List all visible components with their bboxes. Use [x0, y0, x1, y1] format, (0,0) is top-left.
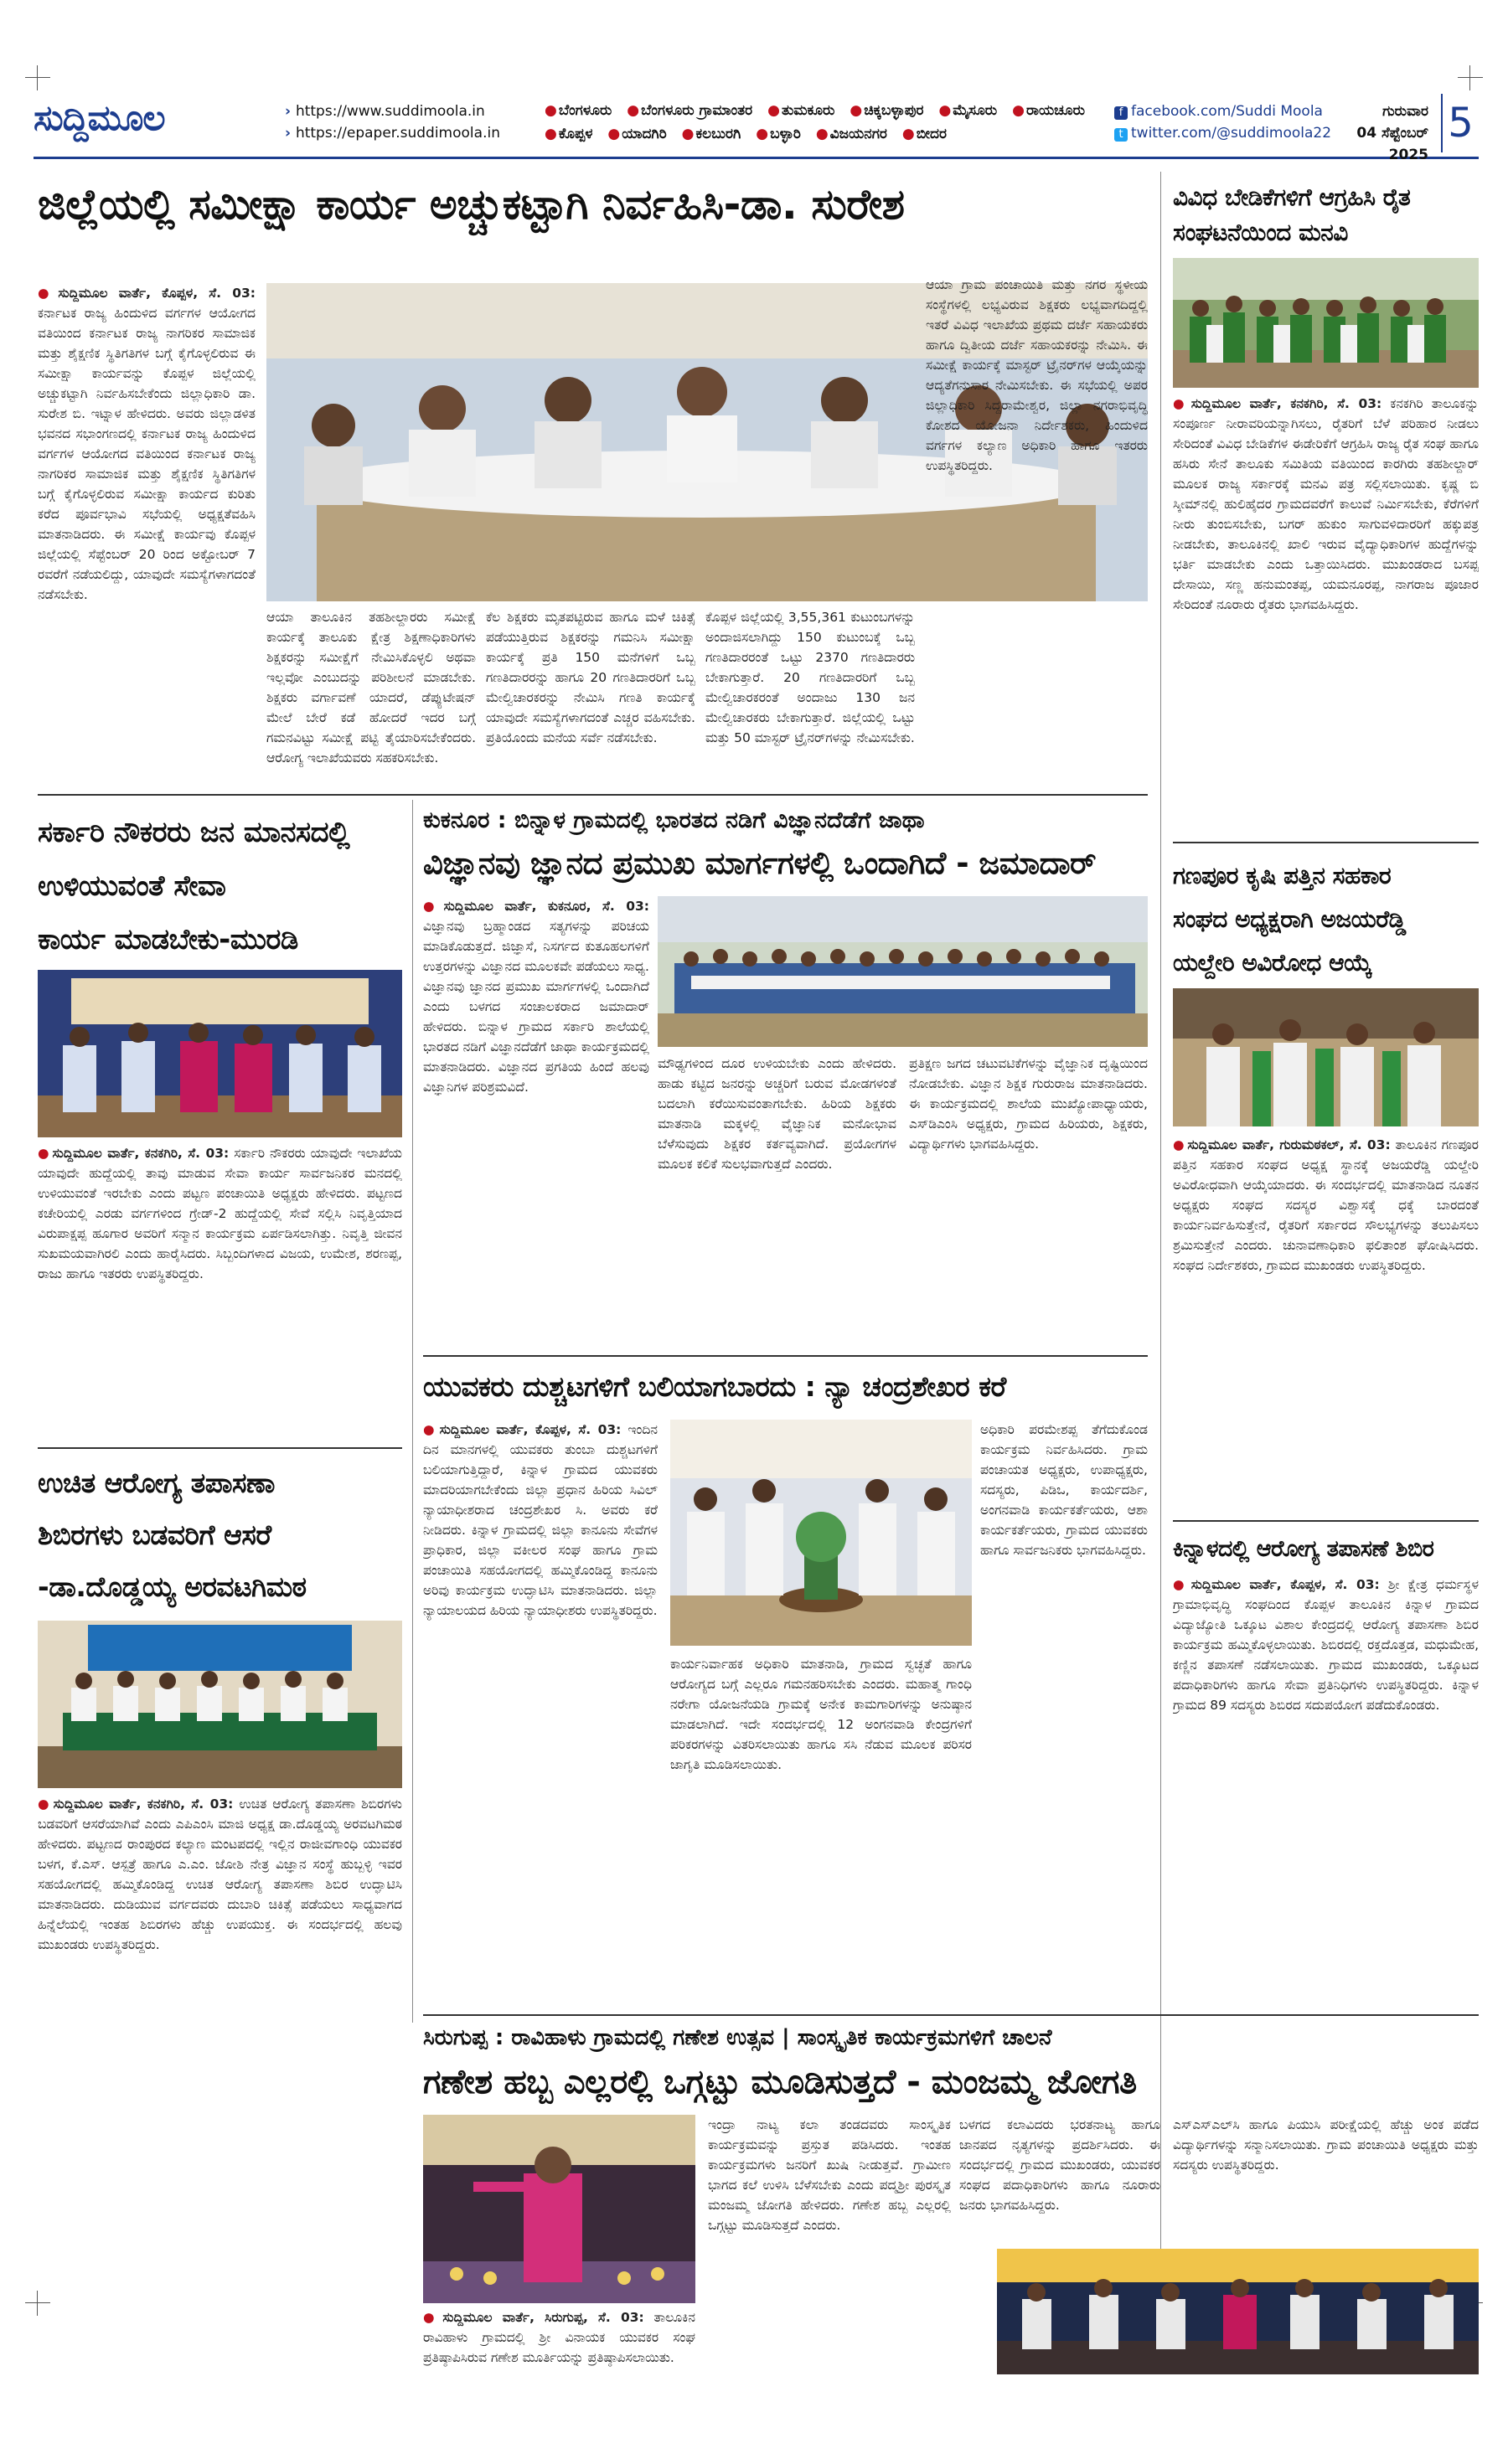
health-camp-1-headline — [38, 1457, 402, 1613]
epaper-link[interactable]: › https://epaper.suddimoola.in — [285, 122, 500, 144]
crop-mark — [1458, 65, 1483, 90]
youth-col1 — [423, 1420, 658, 2006]
crop-mark — [25, 2291, 50, 2316]
farmers-dateline: ● ಸುದ್ದಿಮೂಲ ವಾರ್ತೆ, ಕನಕಗಿರಿ, ಸೆ. 03: — [1173, 396, 1381, 411]
city-item: ● ಬೆಂಗಳೂರು ಗ್ರಾಮಾಂತರ — [627, 102, 752, 119]
youth-col3: ಅಧಿಕಾರಿ ಪರಮೇಶಪ್ಪ ತೆಗೆದುಕೊಂಡ ಕಾರ್ಯಕ್ರಮ ನಿರ್ವಹಿಸಿದರು. ಗ್ರಾಮ ಪಂಚಾಯತ ಅಧ್ಯಕ್ಷರು, ಉಪಾಧ್ಯಕ್ಷರು, ಸದಸ್ಯರು, ಪಿಡಿಒ, ಕಾರ್ಯದರ್ಶಿ, ಅಂಗನವಾಡಿ ಕಾರ್ಯಕರ್ತೆಯರು, ಆಶಾ ಕಾರ್ಯಕರ್ತೆಯರು, ಗ್ರಾಮದ ಯುವಕರು ಹಾಗೂ ಸಾರ್ವಜನಿಕರು ಭಾಗವಹಿಸಿದ್ದರು. — [980, 1422, 1148, 1558]
section-rule — [1173, 842, 1479, 843]
ganesha-col3: ಬಳಗದ ಕಲಾವಿದರು ಭರತನಾಟ್ಯ ಹಾಗೂ ಜಾನಪದ ನೃತ್ಯಗಳನ್ನು ಪ್ರದರ್ಶಿಸಿದರು. ಈ ಸಂದರ್ಭದಲ್ಲಿ ಗ್ರಾಮದ ಮುಖಂಡರು, ಯುವಕರ ಸಂಘದ ಪದಾಧಿಕಾರಿಗಳು ಹಾಗೂ ನೂರಾರು ಜನರು ಭಾಗವಹಿಸಿದ್ದರು. — [959, 2117, 1160, 2213]
lead-col3: ಕೆಲ ಶಿಕ್ಷಕರು ಮೃತಪಟ್ಟಿರುವ ಹಾಗೂ ಮಳೆ ಚಿಕಿತ್ಸೆ ಪಡೆಯುತ್ತಿರುವ ಶಿಕ್ಷಕರನ್ನು ಗಮನಿಸಿ ಸಮೀಕ್ಷಾ ಕಾರ್ಯಕ್ಕೆ ಪ್ರತಿ 150 ಮನೆಗಳಿಗೆ ಒಬ್ಬ ಗಣತಿದಾರರನ್ನು ಹಾಗೂ 20 ಗಣತಿದಾರರಿಗೆ ಒಬ್ಬ ಮೇಲ್ವಿಚಾರಕರನ್ನು ನೇಮಿಸಿ ಗಣತಿ ಕಾರ್ಯಕ್ಕೆ ಯಾವುದೇ ಸಮಸ್ಯೆಗಳಾಗದಂತೆ ಎಚ್ಚರ ವಹಿಸಬೇಕು. ಪ್ರತಿಯೊಂದು ಮನೆಯ ಸರ್ವೆ ನಡೆಸಬೇಕು. — [486, 610, 695, 745]
science-col1 — [423, 896, 649, 1344]
cooperative-dateline: ● ಸುದ್ದಿಮೂಲ ವಾರ್ತೆ, ಗುರುಮಠಕಲ್, ಸೆ. 03: — [1173, 1137, 1391, 1152]
date-block — [1324, 101, 1428, 166]
science-dateline: ● ಸುದ್ದಿಮೂಲ ವಾರ್ತೆ, ಕುಕನೂರ, ಸೆ. 03: — [423, 899, 649, 914]
govt-staff-headline-line: ಕಾರ್ಯ ಮಾಡಬೇಕು-ಮುರಡಿ — [38, 923, 298, 956]
city-item: ● ಮೈಸೂರು — [938, 102, 997, 119]
section-rule — [38, 794, 1148, 796]
city-item: ● ಯಾದಗಿರಿ — [607, 126, 666, 142]
web-links — [285, 101, 500, 144]
masthead — [34, 94, 1479, 163]
section-rule — [423, 2014, 1479, 2016]
section-rule — [423, 1355, 1148, 1357]
health-camp-2-body — [1173, 1575, 1479, 1985]
lead-col1-text: ಕರ್ನಾಟಕ ರಾಜ್ಯ ಹಿಂದುಳಿದ ವರ್ಗಗಳ ಆಯೋಗದ ವತಿಯಿಂದ ಕರ್ನಾಟಕ ರಾಜ್ಯ ನಾಗರಿಕರ ಸಾಮಾಜಿಕ ಮತ್ತು ಶೈಕ್ಷಣಿಕ ಸ್ಥಿತಿಗತಿಗಳ ಬಗ್ಗೆ ಕೈಗೊಳ್ಳಲಿರುವ ಈ ಸಮೀಕ್ಷಾ ಕಾರ್ಯವನ್ನು ಕೊಪ್ಪಳ ಜಿಲ್ಲೆಯಲ್ಲಿ ಅಚ್ಚುಕಟ್ಟಾಗಿ ನಿರ್ವಹಿಸಬೇಕೆಂದು ಜಿಲ್ಲಾಧಿಕಾರಿ ಡಾ. ಸುರೇಶ ಬಿ. ಇಟ್ನಾಳ ಹೇಳಿದರು. ಅವರು ಜಿಲ್ಲಾಡಳಿತ ಭವನದ ಸಭಾಂಗಣದಲ್ಲಿ ಕರ್ನಾಟಕ ರಾಜ್ಯ ಹಿಂದುಳಿದ ವರ್ಗಗಳ ಆಯೋಗದ ವತಿಯಿಂದ ಕರ್ನಾಟಕ ರಾಜ್ಯ ನಾಗರಿಕರ ಸಾಮಾಜಿಕ ಮತ್ತು ಶೈಕ್ಷಣಿಕ ಸ್ಥಿತಿಗತಿಗಳ ಬಗ್ಗೆ ಕೈಗೊಳ್ಳಲಿರುವ ಸಮೀಕ್ಷಾ ಕಾರ್ಯದ ಕುರಿತು ಕರೆದ ಪೂರ್ವಭಾವಿ ಸಭೆಯಲ್ಲಿ ಅಧ್ಯಕ್ಷತೆವಹಿಸಿ ಮಾತನಾಡಿದರು. ಈ ಸಮೀಕ್ಷೆ ಕಾರ್ಯವು ಕೊಪ್ಪಳ ಜಿಲ್ಲೆಯಲ್ಲಿ ಸೆಪ್ಟೆಂಬರ್ 20 ರಿಂದ ಅಕ್ಟೋಬರ್ 7 ರವರೆಗೆ ನಡೆಯಲಿದ್ದು, ಯಾವುದೇ ಸಮಸ್ಯೆಗಳಾಗದಂತೆ ನಡೆಸಬೇಕು. — [38, 306, 256, 602]
ganesha-col2: ಇಂದ್ರಾ ನಾಟ್ಯ ಕಲಾ ತಂಡದವರು ಸಾಂಸ್ಕೃತಿಕ ಕಾರ್ಯಕ್ರಮವನ್ನು ಪ್ರಸ್ತುತ ಪಡಿಸಿದರು. ಇಂತಹ ಕಾರ್ಯಕ್ರಮಗಳು ಜನರಿಗೆ ಖುಷಿ ನೀಡುತ್ತವೆ. ಗ್ರಾಮೀಣ ಭಾಗದ ಕಲೆ ಉಳಿಸಿ ಬೆಳೆಸಬೇಕು ಎಂದು ಪದ್ಮಶ್ರೀ ಪುರಸ್ಕೃತ ಮಂಜಮ್ಮ ಜೋಗತಿ ಹೇಳಿದರು. ಗಣೇಶ ಹಬ್ಬ ಎಲ್ಲರಲ್ಲಿ ಒಗ್ಗಟ್ಟು ಮೂಡಿಸುತ್ತದೆ ಎಂದರು. — [708, 2117, 951, 2233]
govt-staff-photo — [38, 970, 402, 1137]
cooperative-headline-line: ಗಣಪೂರ ಕೃಷಿ ಪತ್ತಿನ ಸಹಕಾರ — [1173, 862, 1392, 889]
farmers-text: ಕನಕಗಿರಿ ತಾಲೂಕನ್ನು ಸಂಪೂರ್ಣ ನೀರಾವರಿಯನ್ನಾಗಿಸಲು, ರೈತರಿಗೆ ಬೆಳೆ ಪರಿಹಾರ ನೀಡಲು ಸೇರಿದಂತೆ ವಿವಿಧ ಬೇಡಿಕೆಗಳ ಈಡೇರಿಕೆಗೆ ಆಗ್ರಹಿಸಿ ರಾಜ್ಯ ರೈತ ಸಂಘ ಹಾಗೂ ಹಸಿರು ಸೇನೆ ತಾಲೂಕು ಸಮಿತಿಯ ವತಿಯಿಂದ ಕಾರಗಿರು ತಹಶೀಲ್ದಾರ್ ಮೂಲಕ ರಾಜ್ಯ ಸರ್ಕಾರಕ್ಕೆ ಮನವಿ ಪತ್ರ ಸಲ್ಲಿಸಲಾಯಿತು. ಕೃಷ್ಣ ಬಿ ಸ್ಕೀಮ್‌ನಲ್ಲಿ ಹುಲಿಹೈದರ ಗ್ರಾಮದವರೆಗೆ ಕಾಲುವೆ ನಿರ್ಮಿಸಬೇಕು, ಕೆರೆಗಳಿಗೆ ನೀರು ತುಂಬಿಸಬೇಕು, ಬಗರ್ ಹುಕುಂ ಸಾಗುವಳಿದಾರರಿಗೆ ಹಕ್ಕುಪತ್ರ ನೀಡಬೇಕು, ತಾಲೂಕಿನಲ್ಲಿ ಖಾಲಿ ಇರುವ ವೈದ್ಯಾಧಿಕಾರಿಗಳ ಹುದ್ದೆಗಳನ್ನು ಭರ್ತಿ ಮಾಡಬೇಕು ಎಂದು ಒತ್ತಾಯಿಸಿದರು. ಮುಖಂಡರಾದ ಬಸಪ್ಪ ದೇಸಾಯಿ, ಸಣ್ಣ ಹನುಮಂತಪ್ಪ, ಯಮನೂರಪ್ಪ, ನಾಗರಾಜ ಪೂಜಾರ ಸೇರಿದಂತೆ ನೂರಾರು ರೈತರು ಭಾಗವಹಿಸಿದ್ದರು. — [1173, 396, 1479, 612]
city-item: ● ಕಲಬುರಗಿ — [682, 126, 741, 142]
youth-photo — [670, 1420, 972, 1646]
govt-staff-text: ಸರ್ಕಾರಿ ನೌಕರರು ಯಾವುದೇ ಇಲಾಖೆಯ ಯಾವುದೇ ಹುದ್ದೆಯಲ್ಲಿ ತಾವು ಮಾಡುವ ಸೇವಾ ಕಾರ್ಯ ಸಾರ್ವಜನಿಕರ ಮನದಲ್ಲಿ ಉಳಿಯುವಂತೆ ಇರಬೇಕು ಎಂದು ಪಟ್ಟಣ ಪಂಚಾಯಿತಿ ಅಧ್ಯಕ್ಷರು ಹೇಳಿದರು. ಪಟ್ಟಣದ ಕಚೇರಿಯಲ್ಲಿ ಎರಡು ವರ್ಗಗಳಿಂದ ಗ್ರೇಡ್-2 ಹುದ್ದೆಯಲ್ಲಿ ಸೇವೆ ಸಲ್ಲಿಸಿ ನಿವೃತ್ತಿಯಾದ ವಿರುಪಾಕ್ಷಪ್ಪ ಹೂಗಾರ ಅವರಿಗೆ ಸನ್ಮಾನ ಕಾರ್ಯಕ್ರಮ ಏರ್ಪಡಿಸಲಾಗಿತ್ತು. ನಿವೃತ್ತಿ ಜೀವನ ಸುಖಮಯವಾಗಿರಲಿ ಎಂದು ಹಾರೈಸಿದರು. ಸಿಬ್ಬಂದಿಗಳಾದ ವಿಜಯ, ಉಮೇಶ, ಶರಣಪ್ಪ, ರಾಜು ಹಾಗೂ ಇತರರು ಉಪಸ್ಥಿತರಿದ್ದರು. — [38, 1146, 402, 1281]
farmers-headline: ವಿವಿಧ ಬೇಡಿಕೆಗಳಿಗೆ ಆಗ್ರಹಿಸಿ ರೈತ ಸಂಘಟನೆಯಿಂದ ಮನವಿ — [1173, 183, 1411, 246]
farmers-photo — [1173, 258, 1479, 388]
science-col2: ಮೌಢ್ಯಗಳಿಂದ ದೂರ ಉಳಿಯಬೇಕು ಎಂದು ಹೇಳಿದರು. ಹಾಡು ಕಟ್ಟಿದ ಜನರನ್ನು ಅಚ್ಚರಿಗೆ ಬರುವ ಮೋಡಗಳಂತೆ ಬದಲಾಗಿ ಕರೆಯಿಸುವಂತಾಗಬೇಕು. ಹಿರಿಯ ಶಿಕ್ಷಕರು ಮಾತನಾಡಿ ಮಕ್ಕಳಲ್ಲಿ ವೈಜ್ಞಾನಿಕ ಮನೋಭಾವ ಬೆಳೆಸುವುದು ಶಿಕ್ಷಕರ ಕರ್ತವ್ಯವಾಗಿದೆ. ಪ್ರಯೋಗಗಳ ಮೂಲಕ ಕಲಿಕೆ ಸುಲಭವಾಗುತ್ತದೆ ಎಂದರು. — [658, 1056, 896, 1172]
cooperative-body — [1173, 1135, 1479, 1503]
section-rule — [1173, 1520, 1479, 1522]
cooperative-headline-line: ಸಂಘದ ಅಧ್ಯಕ್ಷರಾಗಿ ಅಜಯರೆಡ್ಡಿ — [1173, 905, 1406, 933]
column-divider — [1160, 172, 1161, 2299]
city-item: ● ಬೆಂಗಳೂರು — [545, 102, 612, 119]
youth-headline: ಯುವಕರು ದುಶ್ಚಟಗಳಿಗೆ ಬಲಿಯಾಗಬಾರದು : ನ್ಯಾ ಚಂದ್ರಶೇಖರ ಕರೆ — [423, 1370, 1006, 1403]
lead-col5: ಆಯಾ ಗ್ರಾಮ ಪಂಚಾಯಿತಿ ಮತ್ತು ನಗರ ಸ್ಥಳೀಯ ಸಂಸ್ಥೆಗಳಲ್ಲಿ ಲಭ್ಯವಿರುವ ಶಿಕ್ಷಕರು ಲಭ್ಯವಾಗದಿದ್ದಲ್ಲಿ ಇತರೆ ವಿವಿಧ ಇಲಾಖೆಯ ಪ್ರಥಮ ದರ್ಜೆ ಸಹಾಯಕರು ಹಾಗೂ ದ್ವಿತೀಯ ದರ್ಜೆ ಸಹಾಯಕರನ್ನು ನೇಮಿಸಿ. ಈ ಸಮೀಕ್ಷೆ ಕಾರ್ಯಕ್ಕೆ ಮಾಸ್ಟರ್ ಟ್ರೈನರ್‌ಗಳ ಆಯ್ಕೆಯನ್ನು ಆದ್ಯತೆಗನುಸಾರ ನೇಮಿಸಬೇಕು. ಈ ಸಭೆಯಲ್ಲಿ ಅಪರ ಜಿಲ್ಲಾಧಿಕಾರಿ ಸಿದ್ದರಾಮೇಶ್ವರ, ಜಿಲ್ಲಾ ನಗರಾಭಿವೃದ್ಧಿ ಕೋಶದ ಯೋಜನಾ ನಿರ್ದೇಶಕರು, ಹಿಂದುಳಿದ ವರ್ಗಗಳ ಕಲ್ಯಾಣ ಅಧಿಕಾರಿ ಹಾಗೂ ಇತರರು ಉಪಸ್ಥಿತರಿದ್ದರು. — [926, 277, 1148, 473]
health-camp-1-text: ಉಚಿತ ಆರೋಗ್ಯ ತಪಾಸಣಾ ಶಿಬಿರಗಳು ಬಡವರಿಗೆ ಆಸರೆಯಾಗಿವೆ ಎಂದು ಎಪಿಎಂಸಿ ಮಾಜಿ ಅಧ್ಯಕ್ಷ ಡಾ.ದೊಡ್ಡಯ್ಯ ಅರವಟಗಿಮಠ ಹೇಳಿದರು. ಪಟ್ಟಣದ ರಾಂಪುರದ ಕಲ್ಯಾಣ ಮಂಟಪದಲ್ಲಿ ಇಲ್ಲಿನ ರಾಜೀವಗಾಂಧಿ ಯುವಕರ ಬಳಗ, ಕೆ.ಎಸ್. ಆಸ್ಪತ್ರೆ ಹಾಗೂ ಎ.ಎಂ. ಜೋಶಿ ನೇತ್ರ ವಿಜ್ಞಾನ ಸಂಸ್ಥೆ ಹುಬ್ಬಳ್ಳಿ ಇವರ ಸಹಯೋಗದಲ್ಲಿ ಹಮ್ಮಿಕೊಂಡಿದ್ದ ಉಚಿತ ಆರೋಗ್ಯ ತಪಾಸಣಾ ಶಿಬಿರ ಉದ್ಘಾಟಿಸಿ ಮಾತನಾಡಿದರು. ದುಡಿಯುವ ವರ್ಗದವರು ದುಬಾರಿ ಚಿಕಿತ್ಸೆ ಪಡೆಯಲು ಸಾಧ್ಯವಾಗದ ಹಿನ್ನೆಲೆಯಲ್ಲಿ ಇಂತಹ ಶಿಬಿರಗಳು ಹೆಚ್ಚು ಉಪಯುಕ್ತ. ಈ ಸಂದರ್ಭದಲ್ಲಿ ಹಲವು ಮುಖಂಡರು ಉಪಸ್ಥಿತರಿದ್ದರು. — [38, 1796, 402, 1952]
science-photo — [658, 896, 1148, 1047]
health-camp-1-dateline: ● ಸುದ್ದಿಮೂಲ ವಾರ್ತೆ, ಕನಕಗಿರಿ, ಸೆ. 03: — [38, 1796, 233, 1812]
ganesha-headline: ಗಣೇಶ ಹಬ್ಬ ಎಲ್ಲರಲ್ಲಿ ಒಗ್ಗಟ್ಟು ಮೂಡಿಸುತ್ತದೆ - ಮಂಜಮ್ಮ ಜೋಗತಿ — [423, 2063, 1137, 2101]
facebook-link[interactable]: f facebook.com/Suddi Moola — [1114, 101, 1331, 122]
health-camp-2-text: ಶ್ರೀ ಕ್ಷೇತ್ರ ಧರ್ಮಸ್ಥಳ ಗ್ರಾಮಾಭಿವೃದ್ಧಿ ಸಂಘದಿಂದ ಕೊಪ್ಪಳ ತಾಲೂಕಿನ ಕಿನ್ನಾಳ ಗ್ರಾಮದ ವಿದ್ಯಾಜ್ಯೋತಿ ಒಕ್ಕೂಟ ವಿಶಾಲ ಕೇಂದ್ರದಲ್ಲಿ ಆರೋಗ್ಯ ತಪಾಸಣಾ ಶಿಬಿರ ಕಾರ್ಯಕ್ರಮ ಹಮ್ಮಿಕೊಳ್ಳಲಾಯಿತು. ಶಿಬಿರದಲ್ಲಿ ರಕ್ತದೊತ್ತಡ, ಮಧುಮೇಹ, ಕಣ್ಣಿನ ತಪಾಸಣೆ ನಡೆಸಲಾಯಿತು. ಗ್ರಾಮದ ಮುಖಂಡರು, ಒಕ್ಕೂಟದ ಪದಾಧಿಕಾರಿಗಳು ಹಾಗೂ ಸೇವಾ ಪ್ರತಿನಿಧಿಗಳು ಉಪಸ್ಥಿತರಿದ್ದರು. ಕಿನ್ನಾಳ ಗ್ರಾಮದ 89 ಸದಸ್ಯರು ಶಿಬಿರದ ಸದುಪಯೋಗ ಪಡೆದುಕೊಂಡರು. — [1173, 1577, 1479, 1713]
site-link[interactable]: › https://www.suddimoola.in — [285, 101, 500, 122]
page-number: 5 — [1441, 94, 1479, 152]
date-label: 04 ಸೆಪ್ಟೆಂಬರ್ 2025 — [1356, 125, 1428, 163]
health-camp-2-dateline: ● ಸುದ್ದಿಮೂಲ ವಾರ್ತೆ, ಕೊಪ್ಪಳ, ಸೆ. 03: — [1173, 1577, 1380, 1592]
lead-dateline: ● ಸುದ್ದಿಮೂಲ ವಾರ್ತೆ, ಕೊಪ್ಪಳ, ಸೆ. 03: — [38, 286, 256, 301]
health-camp-1-headline-line: -ಡಾ.ದೊಡ್ಡಯ್ಯ ಅರವಟಗಿಮಠ — [38, 1570, 307, 1603]
govt-staff-headline — [38, 806, 402, 967]
city-item: ● ರಾಯಚೂರು — [1012, 102, 1085, 119]
health-camp-1-photo — [38, 1621, 402, 1788]
ganesha-kicker: ಸಿರುಗುಪ್ಪ : ರಾವಿಹಾಳು ಗ್ರಾಮದಲ್ಲಿ ಗಣೇಶ ಉತ್ಸವ | ಸಾಂಸ್ಕೃತಿಕ ಕಾರ್ಯಕ್ರಮಗಳಿಗೆ ಚಾಲನೆ — [423, 2025, 1052, 2050]
lead-col4: ಕೊಪ್ಪಳ ಜಿಲ್ಲೆಯಲ್ಲಿ 3,55,361 ಕುಟುಂಬಗಳನ್ನು ಅಂದಾಜಿಸಲಾಗಿದ್ದು 150 ಕುಟುಂಬಕ್ಕೆ ಒಬ್ಬ ಗಣತಿದಾರರಂತೆ ಒಟ್ಟು 2370 ಗಣತಿದಾರರು ಬೇಕಾಗುತ್ತಾರೆ. 20 ಗಣತಿದಾರರಿಗೆ ಒಬ್ಬ ಮೇಲ್ವಿಚಾರಕರಂತೆ ಅಂದಾಜು 130 ಜನ ಮೇಲ್ವಿಚಾರಕರು ಬೇಕಾಗುತ್ತಾರೆ. ಜಿಲ್ಲೆಯಲ್ಲಿ ಒಟ್ಟು ಮತ್ತು 50 ಮಾಸ್ಟರ್ ಟ್ರೈನರ್‌ಗಳನ್ನು ನೇಮಿಸಬೇಕು. — [705, 610, 915, 745]
cooperative-photo — [1173, 988, 1479, 1126]
city-list — [545, 99, 1097, 146]
newspaper-logo: ಸುದ್ದಿಮೂಲ — [34, 97, 165, 138]
youth-dateline: ● ಸುದ್ದಿಮೂಲ ವಾರ್ತೆ, ಕೊಪ್ಪಳ, ಸೆ. 03: — [423, 1422, 621, 1437]
ganesha-col1 — [423, 2307, 695, 2374]
lead-col2: ಆಯಾ ತಾಲೂಕಿನ ತಹಶೀಲ್ದಾರರು ಸಮೀಕ್ಷೆ ಕಾರ್ಯಕ್ಕೆ ತಾಲೂಕು ಕ್ಷೇತ್ರ ಶಿಕ್ಷಣಾಧಿಕಾರಿಗಳು ಶಿಕ್ಷಕರನ್ನು ಸಮೀಕ್ಷೆಗೆ ನೇಮಿಸಿಕೊಳ್ಳಲಿ ಅಥವಾ ಇಲ್ಲವೋ ಎಂಬುದನ್ನು ಪರಿಶೀಲನೆ ಮಾಡಬೇಕು. ಶಿಕ್ಷಕರು ವರ್ಗಾವಣೆ ಯಾದರೆ, ಡೆಪ್ಯುಟೇಷನ್ ಮೇಲೆ ಬೇರೆ ಕಡೆ ಹೋದರೆ ಇದರ ಬಗ್ಗೆ ಗಮನವಿಟ್ಟು ಸಮೀಕ್ಷೆ ಪಟ್ಟಿ ತೈಯಾರಿಸಬೇಕೆಂದರು. ಆರೋಗ್ಯ ಇಲಾಖೆಯವರು ಸಹಕರಿಸಬೇಕು. — [266, 610, 476, 765]
science-headline: ವಿಜ್ಞಾನವು ಜ್ಞಾನದ ಪ್ರಮುಖ ಮಾರ್ಗಗಳಲ್ಲಿ ಒಂದಾಗಿದೆ - ಜಮಾದಾರ್ — [423, 845, 1097, 881]
govt-staff-headline-line: ಸರ್ಕಾರಿ ನೌಕರರು ಜನ ಮಾನಸದಲ್ಲಿ — [38, 816, 350, 849]
lead-col1 — [38, 283, 256, 781]
health-camp-2-headline: ಕಿನ್ನಾಳದಲ್ಲಿ ಆರೋಗ್ಯ ತಪಾಸಣೆ ಶಿಬಿರ — [1173, 1536, 1434, 1562]
day-label: ಗುರುವಾರ — [1382, 103, 1428, 120]
ganesha-col1-text: ತಾಲೂಕಿನ ರಾವಿಹಾಳು ಗ್ರಾಮದಲ್ಲಿ ಶ್ರೀ ವಿನಾಯಕ ಯುವಕರ ಸಂಘ ಪ್ರತಿಷ್ಠಾಪಿಸಿರುವ ಗಣೇಶ ಮೂರ್ತಿಯನ್ನು ಪ್ರತಿಷ್ಠಾಪಿಸಲಾಯಿತು. — [423, 2310, 695, 2365]
city-item: ● ಚಿಕ್ಕಬಳ್ಳಾಪುರ — [850, 102, 923, 119]
govt-staff-dateline: ● ಸುದ್ದಿಮೂಲ ವಾರ್ತೆ, ಕನಕಗಿರಿ, ಸೆ. 03: — [38, 1146, 229, 1161]
ganesha-photo-performer — [423, 2115, 695, 2303]
cooperative-headline-line: ಯಲ್ದೇರಿ ಅವಿರೋಧ ಆಯ್ಕೆ — [1173, 949, 1372, 977]
health-camp-1-headline-line: ಶಿಬಿರಗಳು ಬಡವರಿಗೆ ಆಸರೆ — [38, 1518, 271, 1551]
cooperative-headline — [1173, 854, 1479, 985]
crop-mark — [25, 65, 50, 90]
social-links — [1114, 101, 1331, 144]
science-col1-text: ವಿಜ್ಞಾನವು ಬ್ರಹ್ಮಾಂಡದ ಸತ್ಯಗಳನ್ನು ಪರಿಚಯ ಮಾಡಿಕೊಡುತ್ತದೆ. ಜಿಜ್ಞಾಸೆ, ನಿಸರ್ಗದ ಕುತೂಹಲಗಳಿಗೆ ಉತ್ತರಗಳನ್ನು ವಿಜ್ಞಾನದ ಮೂಲಕವೇ ಪಡೆಯಲು ಸಾಧ್ಯ. ವಿಜ್ಞಾನವು ಜ್ಞಾನದ ಪ್ರಮುಖ ಮಾರ್ಗಗಳಲ್ಲಿ ಒಂದಾಗಿದೆ ಎಂದು ಬಳಗದ ಸಂಚಾಲಕರಾದ ಜಮಾದಾರ್ ಹೇಳಿದರು. ಬಿನ್ನಾಳ ಗ್ರಾಮದ ಸರ್ಕಾರಿ ಶಾಲೆಯಲ್ಲಿ ಭಾರತದ ನಡಿಗೆ ವಿಜ್ಞಾನದೆಡೆಗೆ ಜಾಥಾ ಕಾರ್ಯಕ್ರಮದಲ್ಲಿ ಮಾತನಾಡಿದರು. ವಿಜ್ಞಾನದ ಪ್ರಗತಿಯ ಹಿಂದೆ ಹಲವು ವಿಜ್ಞಾನಿಗಳ ಪರಿಶ್ರಮವಿದೆ. — [423, 919, 649, 1095]
ganesha-col4: ಎಸ್‌ಎಸ್‌ಎಲ್‌ಸಿ ಹಾಗೂ ಪಿಯುಸಿ ಪರೀಕ್ಷೆಯಲ್ಲಿ ಹೆಚ್ಚು ಅಂಕ ಪಡೆದ ವಿದ್ಯಾರ್ಥಿಗಳನ್ನು ಸನ್ಮಾನಿಸಲಾಯಿತು. ಗ್ರಾಮ ಪಂಚಾಯಿತಿ ಅಧ್ಯಕ್ಷರು ಮತ್ತು ಸದಸ್ಯರು ಉಪಸ್ಥಿತರಿದ್ದರು. — [1173, 2117, 1479, 2173]
cooperative-text: ತಾಲೂಕಿನ ಗಣಪೂರ ಪತ್ತಿನ ಸಹಕಾರ ಸಂಘದ ಅಧ್ಯಕ್ಷ ಸ್ಥಾನಕ್ಕೆ ಅಜಯರೆಡ್ಡಿ ಯಲ್ದೇರಿ ಅವಿರೋಧವಾಗಿ ಆಯ್ಕೆಯಾದರು. ಈ ಸಂದರ್ಭದಲ್ಲಿ ಮಾತನಾಡಿದ ನೂತನ ಅಧ್ಯಕ್ಷರು ಸಂಘದ ಸದಸ್ಯರ ವಿಶ್ವಾಸಕ್ಕೆ ಧಕ್ಕೆ ಬಾರದಂತೆ ಕಾರ್ಯನಿರ್ವಹಿಸುತ್ತೇನೆ, ರೈತರಿಗೆ ಸರ್ಕಾರದ ಸೌಲಭ್ಯಗಳನ್ನು ತಲುಪಿಸಲು ಶ್ರಮಿಸುತ್ತೇನೆ ಎಂದರು. ಚುನಾವಣಾಧಿಕಾರಿ ಫಲಿತಾಂಶ ಘೋಷಿಸಿದರು. ಸಂಘದ ನಿರ್ದೇಶಕರು, ಗ್ರಾಮದ ಮುಖಂಡರು ಉಪಸ್ಥಿತರಿದ್ದರು. — [1173, 1137, 1479, 1273]
section-rule — [38, 1447, 402, 1449]
column-divider — [412, 800, 413, 2023]
health-camp-1-headline-line: ಉಚಿತ ಆರೋಗ್ಯ ತಪಾಸಣಾ — [38, 1467, 275, 1499]
city-item: ● ಕೊಪ್ಪಳ — [545, 126, 592, 142]
twitter-link[interactable]: t twitter.com/@suddimoola22 — [1114, 122, 1331, 144]
farmers-body — [1173, 394, 1479, 821]
science-kicker: ಕುಕನೂರ : ಬಿನ್ನಾಳ ಗ್ರಾಮದಲ್ಲಿ ಭಾರತದ ನಡಿಗೆ ವಿಜ್ಞಾನದೆಡೆಗೆ ಜಾಥಾ — [423, 807, 925, 833]
city-item: ● ತುಮಕೂರು — [767, 102, 834, 119]
city-item: ● ವಿಜಯನಗರ — [816, 126, 887, 142]
govt-staff-body — [38, 1143, 402, 1436]
science-col3: ಪ್ರತಿಕ್ಷಣ ಜಗದ ಚಟುವಟಿಕೆಗಳನ್ನು ವೈಜ್ಞಾನಿಕ ದೃಷ್ಟಿಯಿಂದ ನೋಡಬೇಕು. ವಿಜ್ಞಾನ ಶಿಕ್ಷಕ ಗುರುರಾಜ ಮಾತನಾಡಿದರು. ಈ ಕಾರ್ಯಕ್ರಮದಲ್ಲಿ ಶಾಲೆಯ ಮುಖ್ಯೋಪಾಧ್ಯಾಯರು, ಎಸ್‌ಡಿಎಂಸಿ ಅಧ್ಯಕ್ಷರು, ಗ್ರಾಮದ ಹಿರಿಯರು, ಶಿಕ್ಷಕರು, ವಿದ್ಯಾರ್ಥಿಗಳು ಭಾಗವಹಿಸಿದ್ದರು. — [909, 1056, 1148, 1152]
govt-staff-headline-line: ಉಳಿಯುವಂತೆ ಸೇವಾ — [38, 869, 226, 903]
youth-col1-text: ಇಂದಿನ ದಿನ ಮಾನಗಳಲ್ಲಿ ಯುವಕರು ತುಂಬಾ ದುಶ್ಚಟಗಳಿಗೆ ಬಲಿಯಾಗುತ್ತಿದ್ದಾರೆ, ಕಿನ್ನಾಳ ಗ್ರಾಮದ ಯುವಕರು ಮಾದರಿಯಾಗಬೇಕೆಂದು ಜಿಲ್ಲಾ ಪ್ರಧಾನ ಹಿರಿಯ ಸಿವಿಲ್ ನ್ಯಾಯಾಧೀಶರಾದ ಚಂದ್ರಶೇಖರ ಸಿ. ಅವರು ಕರೆ ನೀಡಿದರು. ಕಿನ್ನಾಳ ಗ್ರಾಮದಲ್ಲಿ ಜಿಲ್ಲಾ ಕಾನೂನು ಸೇವೆಗಳ ಪ್ರಾಧಿಕಾರ, ಜಿಲ್ಲಾ ವಕೀಲರ ಸಂಘ ಹಾಗೂ ಗ್ರಾಮ ಪಂಚಾಯಿತಿ ಸಹಯೋಗದಲ್ಲಿ ಹಮ್ಮಿಕೊಂಡಿದ್ದ ಕಾನೂನು ಅರಿವು ಕಾರ್ಯಕ್ರಮ ಉದ್ಘಾಟಿಸಿ ಮಾತನಾಡಿದರು. ಜಿಲ್ಲಾ ನ್ಯಾಯಾಲಯದ ಹಿರಿಯ ನ್ಯಾಯಾಧೀಶರು ಉಪಸ್ಥಿತರಿದ್ದರು. — [423, 1422, 658, 1618]
youth-col2: ಕಾರ್ಯನಿರ್ವಾಹಕ ಅಧಿಕಾರಿ ಮಾತನಾಡಿ, ಗ್ರಾಮದ ಸ್ವಚ್ಛತೆ ಹಾಗೂ ಆರೋಗ್ಯದ ಬಗ್ಗೆ ಎಲ್ಲರೂ ಗಮನಹರಿಸಬೇಕು ಎಂದರು. ಮಹಾತ್ಮ ಗಾಂಧಿ ನರೇಗಾ ಯೋಜನೆಯಡಿ ಗ್ರಾಮಕ್ಕೆ ಅನೇಕ ಕಾಮಗಾರಿಗಳನ್ನು ಅನುಷ್ಠಾನ ಮಾಡಲಾಗಿದೆ. ಇದೇ ಸಂದರ್ಭದಲ್ಲಿ 12 ಅಂಗನವಾಡಿ ಕೇಂದ್ರಗಳಿಗೆ ಪರಿಕರಗಳನ್ನು ವಿತರಿಸಲಾಯಿತು ಹಾಗೂ ಸಸಿ ನೆಡುವ ಮೂಲಕ ಪರಿಸರ ಜಾಗೃತಿ ಮೂಡಿಸಲಾಯಿತು. — [670, 1657, 972, 1772]
city-item: ● ಬೀದರ — [902, 126, 947, 142]
lead-headline: ಜಿಲ್ಲೆಯಲ್ಲಿ ಸಮೀಕ್ಷಾ ಕಾರ್ಯ ಅಚ್ಚುಕಟ್ಟಾಗಿ ನಿರ್ವಹಿಸಿ-ಡಾ. ಸುರೇಶ — [38, 180, 905, 229]
health-camp-1-body — [38, 1794, 402, 2280]
ganesha-dateline: ● ಸುದ್ದಿಮೂಲ ವಾರ್ತೆ, ಸಿರುಗುಪ್ಪ, ಸೆ. 03: — [423, 2310, 644, 2325]
city-item: ● ಬಳ್ಳಾರಿ — [756, 126, 801, 142]
ganesha-photo-group — [997, 2249, 1479, 2374]
